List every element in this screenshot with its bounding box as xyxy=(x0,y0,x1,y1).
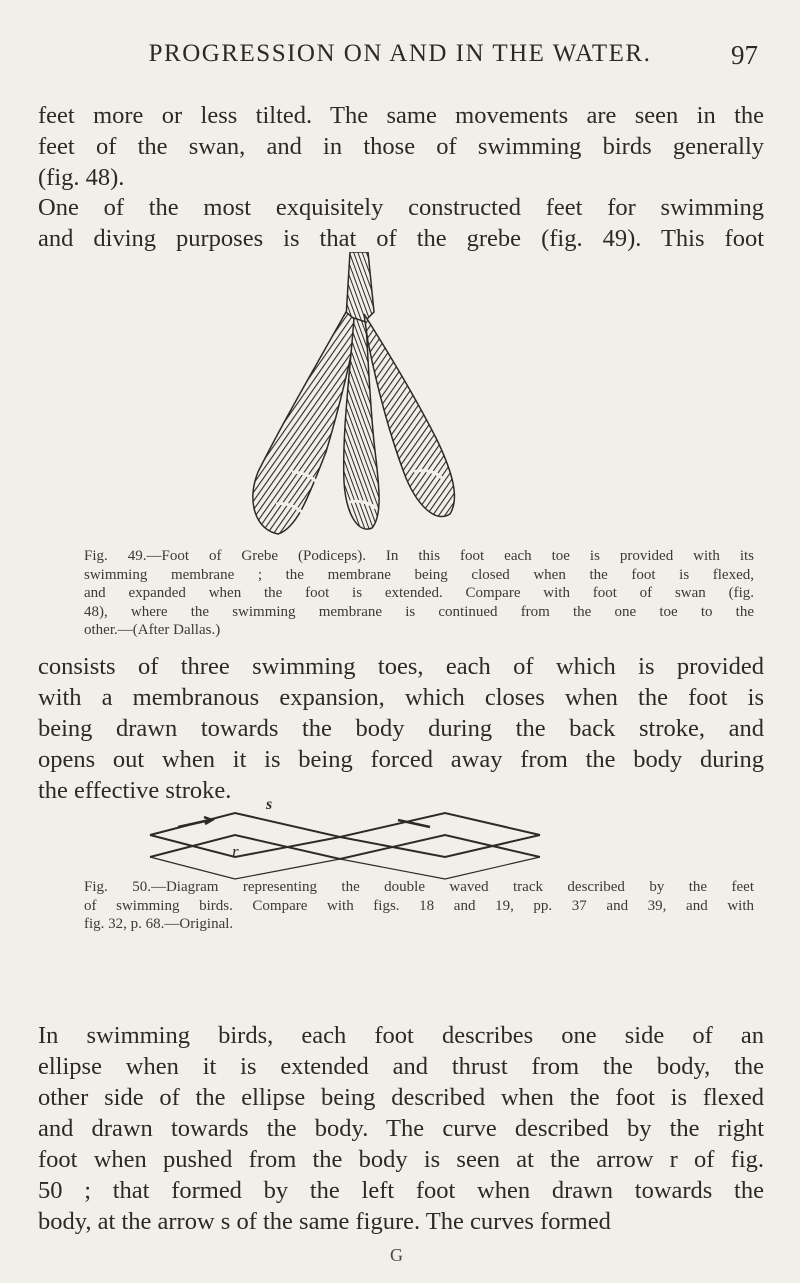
paragraph-1 xyxy=(38,100,764,193)
text-line: ellipse when it is extended and thrust from the body, the xyxy=(38,1053,764,1080)
text-line: 50 ; that formed by the left foot when drawn towards the xyxy=(38,1177,764,1204)
figure-50-caption xyxy=(84,878,754,934)
text-line: One of the most exquisitely constructed feet for swimming xyxy=(38,194,764,221)
text-line: foot when pushed from the body is seen at the arrow r of fig. xyxy=(38,1146,764,1173)
text-line: In swimming birds, each foot describes one side of an xyxy=(38,1022,764,1049)
figure-49-caption xyxy=(84,547,754,640)
label-s: s xyxy=(266,796,273,813)
text-line: opens out when it is being forced away from the body during xyxy=(38,746,764,773)
text-line: the effective stroke. xyxy=(38,777,232,804)
running-title: PROGRESSION ON AND IN THE WATER. xyxy=(148,40,652,67)
text-line: with a membranous expansion, which closes when the foot is xyxy=(38,684,764,711)
paragraph-2 xyxy=(38,192,764,254)
caption-line: Fig. 50.—Diagram representing the double waved track described by the feet xyxy=(84,879,754,895)
paragraph-4 xyxy=(38,1020,764,1237)
running-head xyxy=(0,40,800,80)
caption-line: swimming membrane ; the membrane being closed when the foot is flexed, xyxy=(84,566,754,583)
text-line: (fig. 48). xyxy=(38,164,125,191)
text-line: and diving purposes is that of the grebe (fig. 49). This foot xyxy=(38,225,764,252)
text-line: being drawn towards the body during the back stroke, and xyxy=(38,715,764,742)
caption-line: of swimming birds. Compare with figs. 18 and 19, pp. 37 and 39, and with xyxy=(84,897,754,914)
text-line: other side of the ellipse being described when the foot is flexed xyxy=(38,1084,764,1111)
signature-mark: G xyxy=(390,1245,403,1265)
text-line: body, at the arrow s of the same figure. The curves formed xyxy=(38,1208,611,1235)
caption-line: Fig. 49.—Foot of Grebe (Podiceps). In this foot each toe is provided with its xyxy=(84,548,754,564)
text-line: feet more or less tilted. The same movements are seen in the xyxy=(38,102,764,129)
text-line: feet of the swan, and in those of swimming birds generally xyxy=(38,133,764,160)
text-line: consists of three swimming toes, each of which is provided xyxy=(38,653,764,680)
grebe-foot-illustration xyxy=(238,252,478,542)
text-line: and drawn towards the body. The curve described by the right xyxy=(38,1115,764,1142)
double-waved-track-diagram xyxy=(130,765,550,880)
caption-line: other.—(After Dallas.) xyxy=(84,622,221,638)
label-r: r xyxy=(232,842,239,861)
caption-line: 48), where the swimming membrane is continued from the one toe to the xyxy=(84,603,754,620)
caption-line: fig. 32, p. 68.—Original. xyxy=(84,916,234,932)
caption-line: and expanded when the foot is extended. Compare with foot of swan (fig. xyxy=(84,585,754,601)
page-number: 97 xyxy=(731,40,758,70)
